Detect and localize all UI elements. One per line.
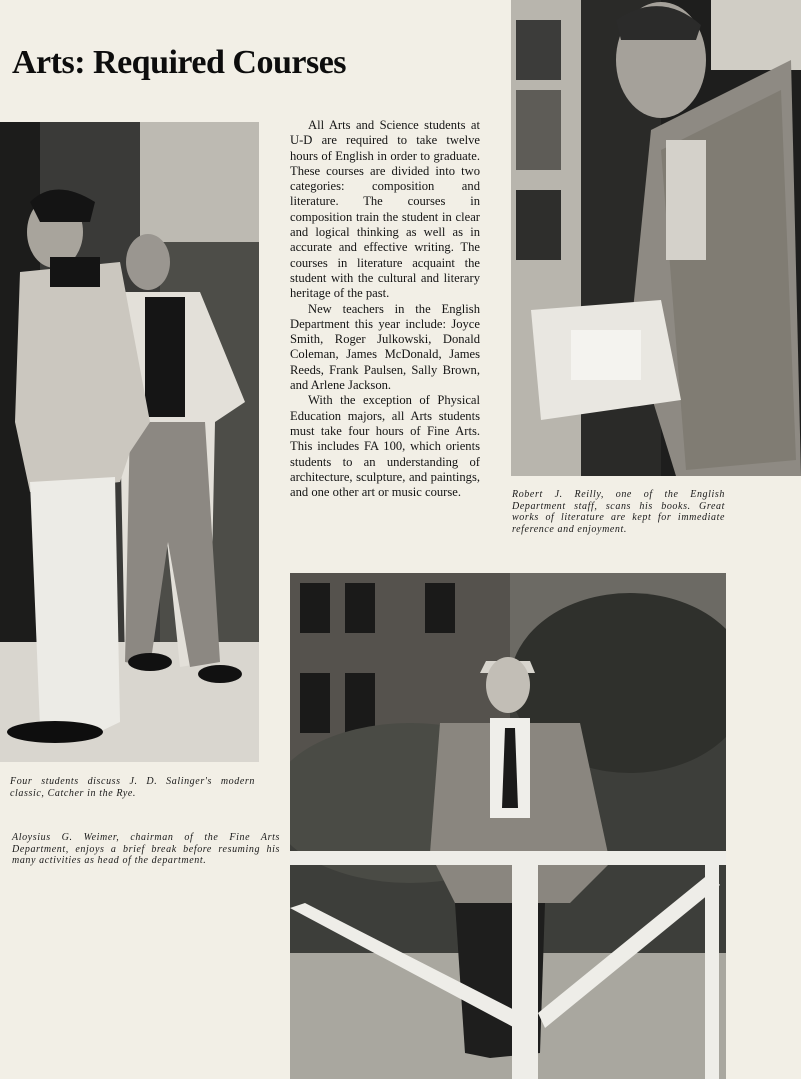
page-title: Arts: Required Courses — [12, 44, 347, 81]
students-photo — [0, 122, 259, 762]
reilly-caption: Robert J. Reilly, one of the English Department staff, scans his books. Great works of literature are kept for immediate reference and enjoyment. — [512, 489, 725, 535]
weimer-caption: Aloysius G. Weimer, chairman of the Fine Arts Department, enjoys a brief break before resuming his many activities as head of the department. — [12, 832, 280, 866]
students-caption: Four students discuss J. D. Salinger's modern classic, Catcher in the Rye. — [10, 776, 255, 799]
article-paragraph: All Arts and Science students at U-D are required to take twelve hours of English in order to graduate. These courses are divided into two categories: composition and literature. The courses in composition train the student in clear and logical thinking as well as in accurate and effective writing. The courses in literature acquaint the student with the cultural and literary heritage of the past. — [290, 118, 480, 301]
article-paragraph: New teachers in the English Department this year include: Joyce Smith, Roger Julkowski, Donald Coleman, James McDonald, James Reeds, Frank Paulsen, Sally Brown, and Arlene Jackson. — [290, 301, 480, 393]
article-body — [290, 118, 480, 500]
weimer-photo — [290, 573, 726, 1079]
reilly-photo — [511, 0, 801, 476]
article-paragraph: With the exception of Physical Education majors, all Arts students must take four hours of Fine Arts. This includes FA 100, which orients students to an understanding of architecture, sculpture, and paintings, and one other art or music course. — [290, 393, 480, 500]
